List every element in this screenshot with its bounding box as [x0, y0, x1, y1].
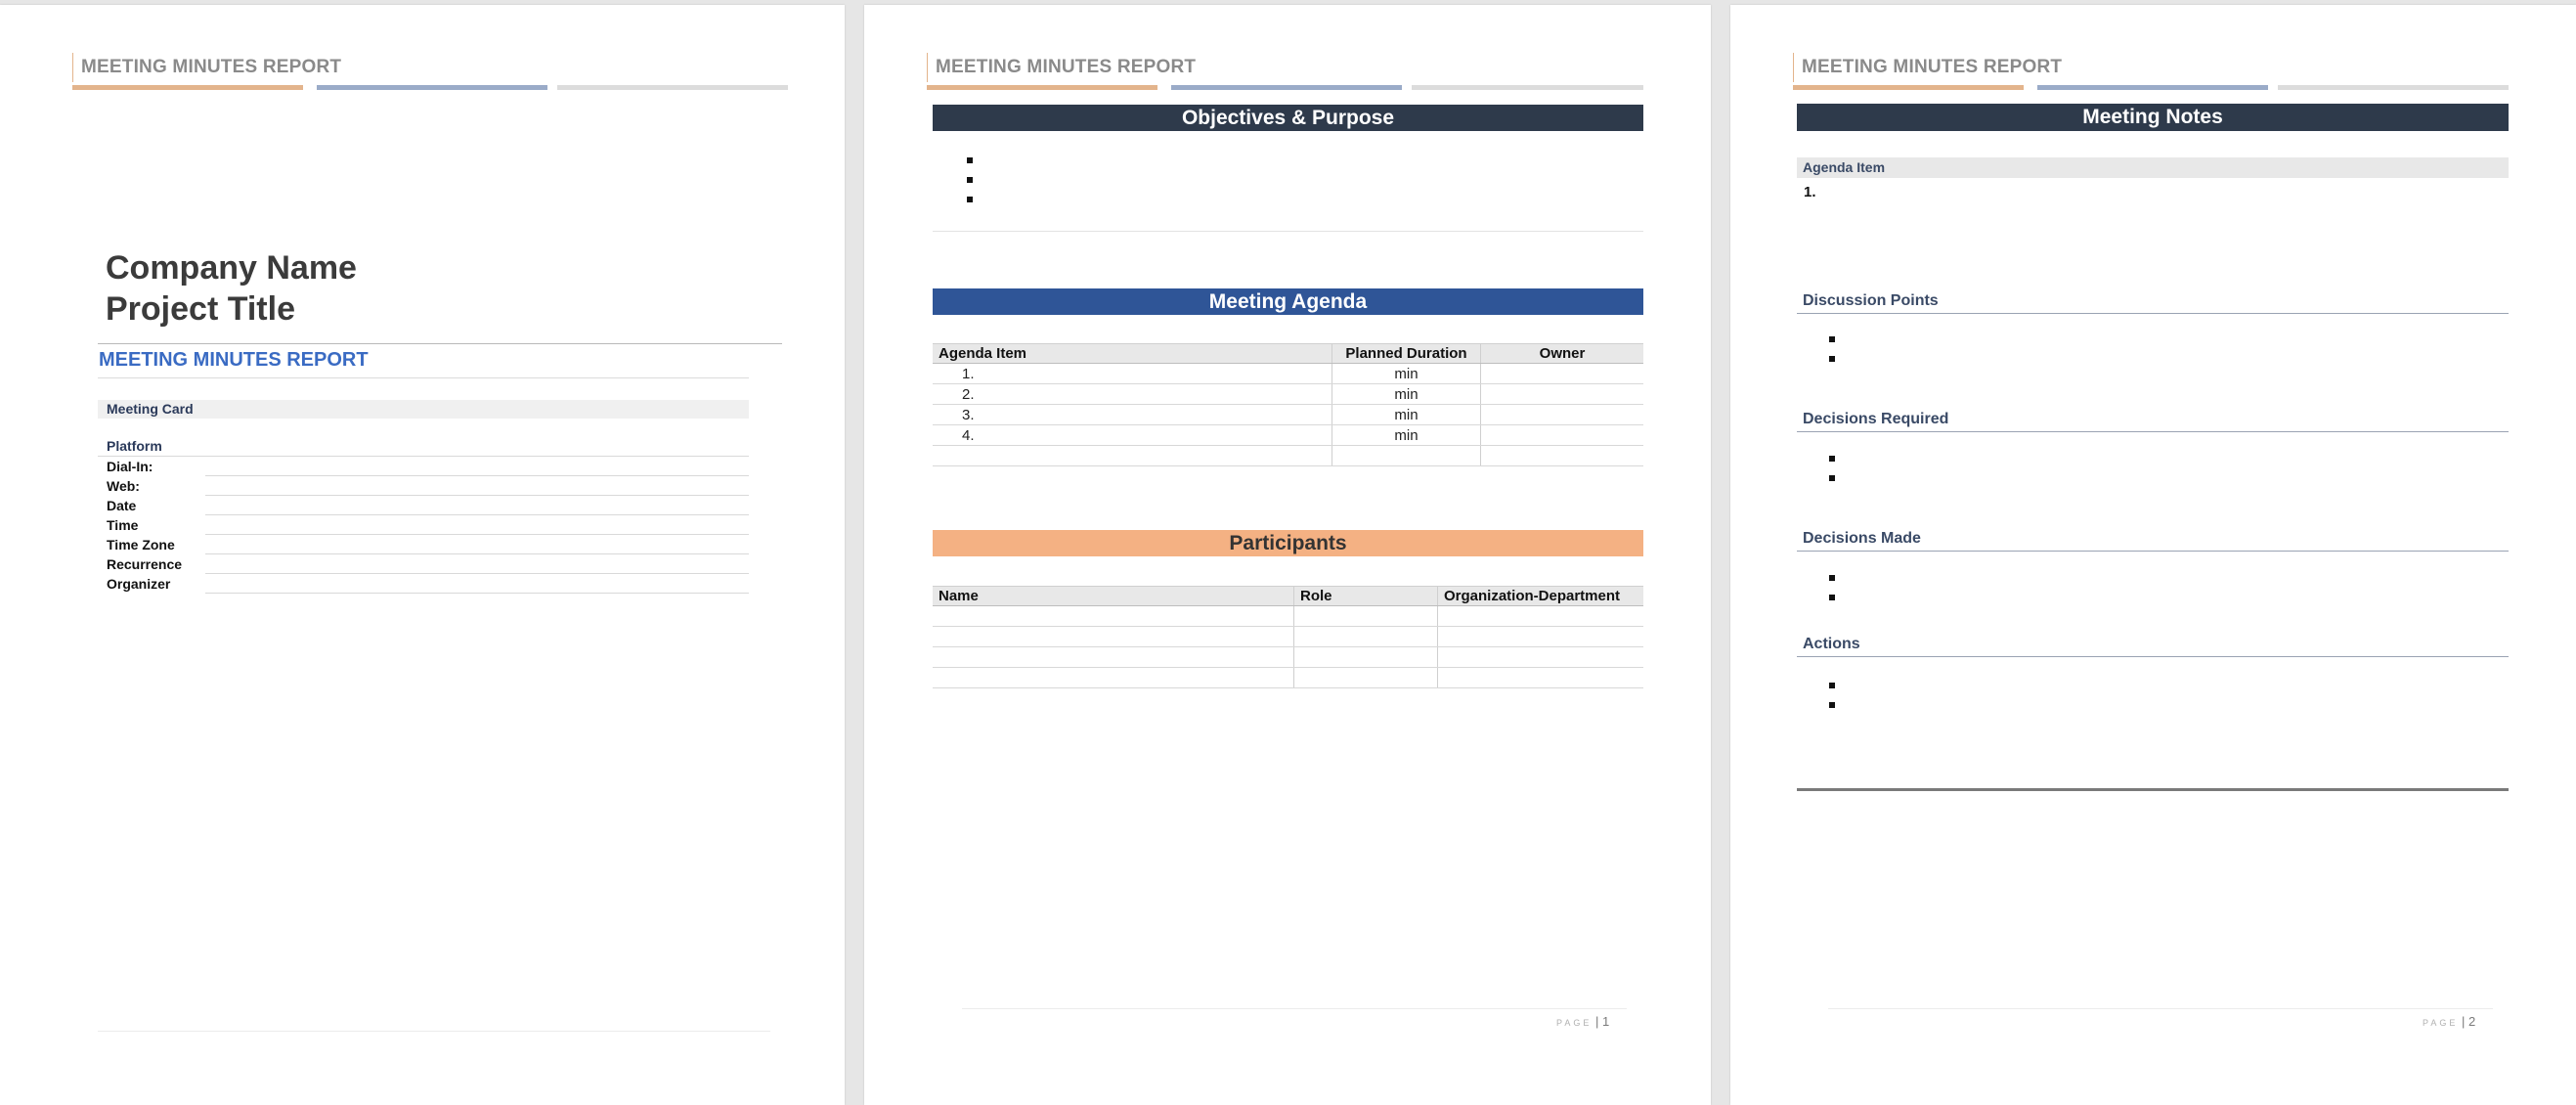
header-bar-grey: [2278, 85, 2509, 90]
header-bar-blue: [2037, 85, 2268, 90]
page-number-value: 1: [1601, 1014, 1610, 1029]
agenda-col-item: Agenda Item: [933, 344, 1332, 364]
page-header: [72, 53, 788, 92]
field-recurrence: Recurrence: [107, 556, 183, 572]
discussion-bullet-1: [1829, 336, 1835, 342]
participant-role[interactable]: [1294, 606, 1438, 627]
company-block: [106, 247, 357, 330]
agenda-bar: Meeting Agenda: [933, 288, 1643, 315]
decisions-required-bullet-1: [1829, 456, 1835, 462]
field-date-line[interactable]: [205, 514, 749, 515]
header-bar-orange: [72, 85, 303, 90]
objectives-divider: [933, 231, 1643, 232]
agenda-num: [933, 446, 1332, 466]
header-title: MEETING MINUTES REPORT: [927, 53, 1196, 82]
page-word: PAGE: [1556, 1018, 1593, 1028]
objective-bullet-3: [967, 197, 973, 202]
agenda-item-number: 1.: [1804, 184, 1816, 200]
table-row[interactable]: [933, 606, 1643, 627]
field-time-line[interactable]: [205, 534, 749, 535]
field-web-line[interactable]: [205, 495, 749, 496]
decisions-made-heading: Decisions Made: [1797, 530, 2509, 552]
header-bar-grey: [557, 85, 788, 90]
participants-bar: Participants: [933, 530, 1643, 556]
table-row[interactable]: [933, 627, 1643, 647]
field-time-zone: Time Zone: [107, 537, 175, 552]
meeting-notes-bar: Meeting Notes: [1797, 104, 2509, 131]
participants-table: [933, 586, 1643, 688]
agenda-col-duration: Planned Duration: [1332, 344, 1481, 364]
agenda-duration: min: [1332, 425, 1481, 446]
meeting-card-header: Meeting Card: [98, 400, 749, 419]
header-bar-orange: [927, 85, 1157, 90]
participant-name[interactable]: [933, 647, 1294, 668]
notes-end-rule: [1797, 788, 2509, 791]
header-title: MEETING MINUTES REPORT: [1793, 53, 2062, 82]
report-title: MEETING MINUTES REPORT: [99, 349, 369, 371]
header-bar-grey: [1412, 85, 1643, 90]
field-recurrence-line[interactable]: [205, 573, 749, 574]
company-name: Company Name: [106, 249, 357, 287]
report-title-divider: [98, 377, 749, 378]
field-date: Date: [107, 498, 137, 513]
page-number-value: 2: [2467, 1014, 2476, 1029]
agenda-table: [933, 343, 1643, 466]
header-title: MEETING MINUTES REPORT: [72, 53, 341, 82]
agenda-duration: min: [1332, 364, 1481, 384]
footer-rule: [1828, 1008, 2493, 1009]
footer-rule: [98, 1031, 770, 1032]
agenda-owner[interactable]: [1481, 384, 1644, 405]
agenda-owner[interactable]: [1481, 405, 1644, 425]
page-word: PAGE: [2423, 1018, 2459, 1028]
field-dial-in: Dial-In:: [107, 459, 153, 474]
participants-header-row: [933, 587, 1643, 606]
table-row[interactable]: [933, 364, 1643, 384]
page-header: [927, 53, 1643, 92]
field-organizer: Organizer: [107, 576, 171, 592]
participant-org[interactable]: [1438, 647, 1644, 668]
objective-bullet-1: [967, 157, 973, 163]
header-bar-blue: [317, 85, 547, 90]
agenda-header-row: [933, 344, 1643, 364]
participant-role[interactable]: [1294, 627, 1438, 647]
page-number: PAGE | 2: [2423, 1014, 2476, 1029]
discussion-bullet-2: [1829, 356, 1835, 362]
page-header: [1793, 53, 2509, 92]
table-row[interactable]: [933, 384, 1643, 405]
field-time: Time: [107, 517, 139, 533]
page-1: [0, 5, 845, 1105]
participants-col-org: Organization-Department: [1438, 587, 1644, 606]
field-web: Web:: [107, 478, 140, 494]
field-dial-in-line[interactable]: [205, 475, 749, 476]
footer-rule: [962, 1008, 1627, 1009]
participant-name[interactable]: [933, 606, 1294, 627]
participant-org[interactable]: [1438, 606, 1644, 627]
agenda-owner[interactable]: [1481, 446, 1644, 466]
agenda-num: 2.: [933, 384, 1332, 405]
agenda-num: 4.: [933, 425, 1332, 446]
header-bar-orange: [1793, 85, 2024, 90]
agenda-owner[interactable]: [1481, 364, 1644, 384]
objectives-bar: Objectives & Purpose: [933, 105, 1643, 131]
table-row[interactable]: [933, 446, 1643, 466]
page-2: [864, 5, 1711, 1105]
table-row[interactable]: [933, 647, 1643, 668]
participant-name[interactable]: [933, 668, 1294, 688]
participants-col-name: Name: [933, 587, 1294, 606]
table-row[interactable]: [933, 668, 1643, 688]
agenda-duration: min: [1332, 405, 1481, 425]
decisions-required-bullet-2: [1829, 475, 1835, 481]
actions-bullet-2: [1829, 702, 1835, 708]
header-bar-blue: [1171, 85, 1402, 90]
agenda-duration: [1332, 446, 1481, 466]
participant-org[interactable]: [1438, 668, 1644, 688]
agenda-num: 1.: [933, 364, 1332, 384]
project-title: Project Title: [106, 290, 295, 328]
objective-bullet-2: [967, 177, 973, 183]
participant-org[interactable]: [1438, 627, 1644, 647]
agenda-col-owner: Owner: [1481, 344, 1644, 364]
agenda-duration: min: [1332, 384, 1481, 405]
agenda-item-label: Agenda Item: [1797, 157, 2509, 178]
field-time-zone-line[interactable]: [205, 553, 749, 554]
participant-role[interactable]: [1294, 668, 1438, 688]
participants-col-role: Role: [1294, 587, 1438, 606]
agenda-owner[interactable]: [1481, 425, 1644, 446]
decisions-required-heading: Decisions Required: [1797, 411, 2509, 432]
platform-label: Platform: [107, 438, 162, 454]
title-divider: [98, 343, 782, 344]
actions-bullet-1: [1829, 683, 1835, 688]
discussion-points-heading: Discussion Points: [1797, 292, 2509, 314]
table-row[interactable]: [933, 405, 1643, 425]
decisions-made-bullet-1: [1829, 575, 1835, 581]
actions-heading: Actions: [1797, 636, 2509, 657]
platform-line: [98, 456, 749, 457]
agenda-num: 3.: [933, 405, 1332, 425]
field-organizer-line[interactable]: [205, 593, 749, 594]
page-number: PAGE | 1: [1556, 1014, 1610, 1029]
participant-role[interactable]: [1294, 647, 1438, 668]
participant-name[interactable]: [933, 627, 1294, 647]
decisions-made-bullet-2: [1829, 595, 1835, 600]
table-row[interactable]: [933, 425, 1643, 446]
page-3: [1730, 5, 2576, 1105]
